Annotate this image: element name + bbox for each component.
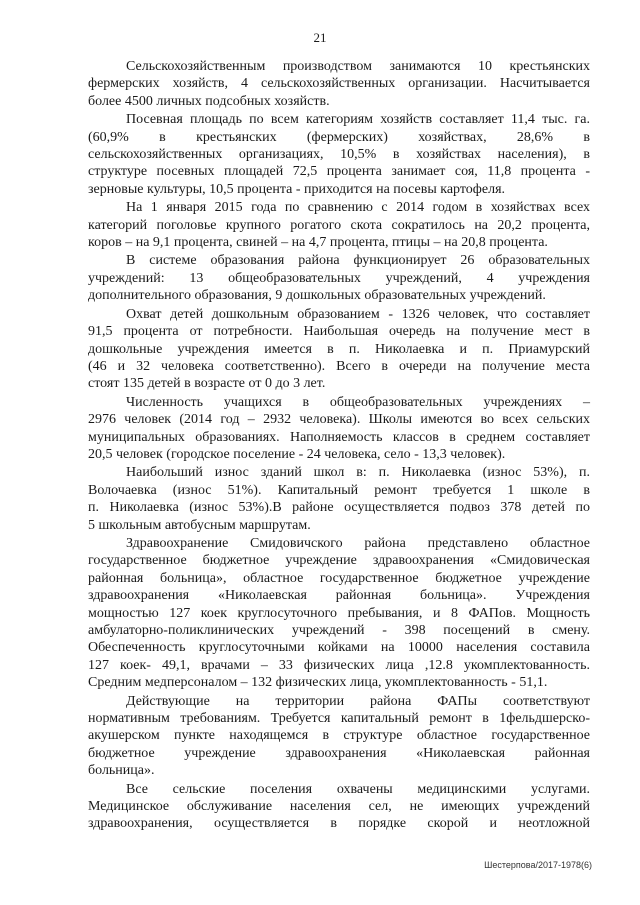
paragraph — [88, 781, 590, 833]
text-line: Обеспеченность круглосуточными койками на 10000 населения составила — [88, 640, 590, 656]
text-line: 2976 человек (2014 год – 2932 человека). Школы имеются во всех сельских — [88, 412, 590, 428]
text-line: мощностью 127 коек круглосуточного пребывания, и 8 ФАПов. Мощность — [88, 605, 590, 621]
text-line: Численность учащихся в общеобразовательных учреждениях – — [126, 394, 590, 410]
text-line: фермерских хозяйств, 4 сельскохозяйственных организации. Насчитывается — [88, 76, 590, 92]
text-line: п. Николаевка (износ 53%).В районе осуществляется подвоз 378 детей по — [88, 500, 590, 516]
text-line: Средним медперсоналом – 132 физических лица, укомплектованность - 51,1. — [88, 675, 548, 691]
text-line: структуре посевных площадей 72,5 процента занимает соя, 11,8 процента - — [88, 164, 590, 180]
text-line: районная больница», областное государственное бюджетное учреждение — [88, 570, 590, 586]
text-line: учреждений: 13 общеобразовательных учреждений, 4 учреждения — [88, 270, 590, 286]
text-line: Посевная площадь по всем категориям хозяйств составляет 11,4 тыс. га. — [126, 112, 590, 128]
text-line: Волочаевка (износ 51%). Капитальный ремонт требуется 1 школе в — [88, 482, 590, 498]
text-line: Действующие на территории района ФАПы соответствуют — [126, 693, 590, 709]
text-line: стоят 135 детей в возрасте от 0 до 3 лет. — [88, 376, 326, 392]
text-line: больница». — [88, 763, 155, 779]
text-line: акушерском пункте находящемся в структуре областное государственное — [88, 728, 590, 744]
text-line: 20,5 человек (городское поселение - 24 человека, село - 13,3 человек). — [88, 446, 506, 462]
text-line: Здравоохранение Смидовичского района представлено областное — [126, 535, 590, 551]
paragraph — [88, 199, 590, 251]
text-line: Охват детей дошкольным образованием - 1326 человек, что составляет — [126, 306, 590, 322]
paragraph — [88, 535, 590, 692]
text-line: дошкольные учреждения имеется в п. Николаевка и п. Приамурский — [88, 341, 590, 357]
text-line: муниципальных образованиях. Наполняемость классов в среднем составляет — [88, 429, 590, 445]
paragraph — [88, 111, 590, 198]
text-line: здравоохранения «Николаевская районная больница». Учреждения — [88, 588, 590, 604]
document-code: Шестерпова/2017-1978(6) — [484, 860, 592, 870]
text-line: коров – на 9,1 процента, свиней – на 4,7 процента, птицы – на 20,8 процента. — [88, 235, 548, 251]
text-line: 127 коек- 49,1, врачами – 33 физических лица ,12.8 укомплектованность. — [88, 657, 590, 673]
text-line: На 1 января 2015 года по сравнению с 2014 годом в хозяйствах всех — [126, 200, 590, 216]
paragraph — [88, 394, 590, 464]
paragraph — [88, 306, 590, 393]
page-number: 21 — [313, 30, 327, 45]
text-line: более 4500 личных подсобных хозяйств. — [88, 93, 330, 109]
text-line: 91,5 процента от потребности. Наибольшая очередь на получение мест в — [88, 324, 590, 340]
paragraph — [88, 58, 590, 110]
text-line: здравоохранения, осуществляется в порядке скорой и неотложной — [88, 816, 590, 832]
text-line: категорий поголовье крупного рогатого скота сократилось на 20,2 процента, — [88, 217, 590, 233]
text-line: Все сельские поселения охвачены медицинскими услугами. — [126, 781, 590, 797]
text-line: Сельскохозяйственным производством занимаются 10 крестьянских — [126, 59, 590, 74]
paragraph — [88, 464, 590, 534]
text-line: дополнительного образования, 9 дошкольных образовательных учреждений. — [88, 288, 546, 304]
text-line: сельскохозяйственных организациях, 10,5% в хозяйствах населения), в — [88, 147, 590, 163]
text-line: (46 и 32 человека соответственно). Всего в очереди на получение места — [88, 358, 590, 374]
paragraph — [88, 252, 590, 304]
text-line: 5 школьным автобусным маршрутам. — [88, 517, 311, 533]
text-line: нормативным требованиям. Требуется капитальный ремонт в 1фельдшерско- — [88, 711, 590, 727]
text-line: амбулаторно-поликлинических учреждений - 398 посещений в смену. — [88, 623, 590, 638]
text-line: (60,9% в крестьянских (фермерских) хозяйствах, 28,6% в — [88, 129, 590, 145]
text-line: государственное бюджетное учреждение здравоохранения «Смидовическая — [88, 553, 590, 569]
text-line: Медицинское обслуживание населения сел, не имеющих учреждений — [88, 799, 590, 815]
text-line: Наибольший износ зданий школ в: п. Николаевка (износ 53%), п. — [126, 465, 590, 481]
text-line: В системе образования района функционирует 26 образовательных — [126, 253, 590, 269]
text-line: зерновые культуры, 10,5 процента - приходится на посевы картофеля. — [88, 181, 506, 197]
text-line: бюджетное учреждение здравоохранения «Николаевская районная — [88, 745, 590, 761]
paragraph — [88, 693, 590, 780]
document-body — [88, 58, 590, 833]
